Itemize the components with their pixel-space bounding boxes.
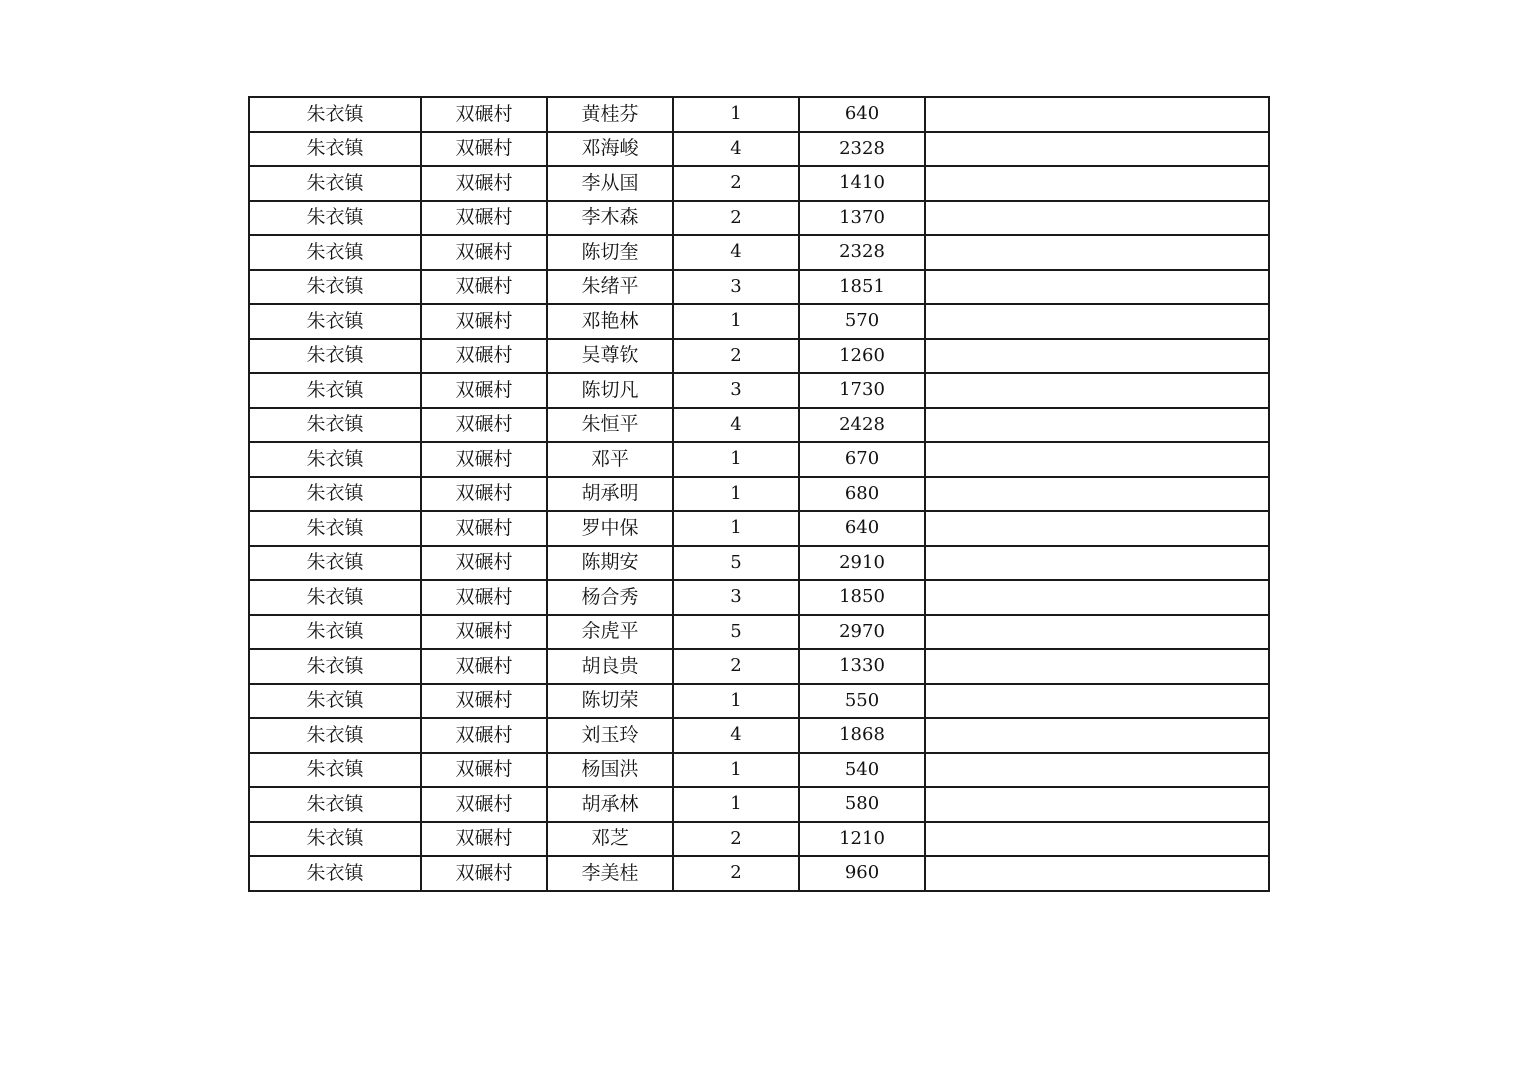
table-row xyxy=(249,718,1269,753)
note-cell xyxy=(925,615,1269,650)
name-cell: 陈切荣 xyxy=(547,684,673,719)
count-cell: 1 xyxy=(673,477,799,512)
count-cell: 2 xyxy=(673,201,799,236)
town-cell: 朱衣镇 xyxy=(249,132,421,167)
note-cell xyxy=(925,408,1269,443)
name-cell: 邓艳林 xyxy=(547,304,673,339)
amount-cell: 640 xyxy=(799,97,925,132)
count-cell: 1 xyxy=(673,753,799,788)
count-cell: 2 xyxy=(673,856,799,891)
village-cell: 双碾村 xyxy=(421,408,547,443)
town-cell: 朱衣镇 xyxy=(249,649,421,684)
name-cell: 陈期安 xyxy=(547,546,673,581)
count-cell: 2 xyxy=(673,339,799,374)
table-row xyxy=(249,649,1269,684)
note-cell xyxy=(925,511,1269,546)
town-cell: 朱衣镇 xyxy=(249,753,421,788)
table-row xyxy=(249,477,1269,512)
table-row xyxy=(249,339,1269,374)
table-row xyxy=(249,304,1269,339)
amount-cell: 1210 xyxy=(799,822,925,857)
table-row xyxy=(249,97,1269,132)
note-cell xyxy=(925,270,1269,305)
town-cell: 朱衣镇 xyxy=(249,787,421,822)
count-cell: 5 xyxy=(673,546,799,581)
count-cell: 4 xyxy=(673,132,799,167)
amount-cell: 570 xyxy=(799,304,925,339)
town-cell: 朱衣镇 xyxy=(249,235,421,270)
town-cell: 朱衣镇 xyxy=(249,339,421,374)
name-cell: 杨合秀 xyxy=(547,580,673,615)
village-cell: 双碾村 xyxy=(421,580,547,615)
note-cell xyxy=(925,97,1269,132)
count-cell: 1 xyxy=(673,304,799,339)
town-cell: 朱衣镇 xyxy=(249,511,421,546)
table-row xyxy=(249,373,1269,408)
amount-cell: 640 xyxy=(799,511,925,546)
note-cell xyxy=(925,718,1269,753)
village-cell: 双碾村 xyxy=(421,442,547,477)
amount-cell: 1260 xyxy=(799,339,925,374)
name-cell: 胡良贵 xyxy=(547,649,673,684)
note-cell xyxy=(925,787,1269,822)
amount-cell: 2910 xyxy=(799,546,925,581)
count-cell: 4 xyxy=(673,408,799,443)
amount-cell: 580 xyxy=(799,787,925,822)
name-cell: 李美桂 xyxy=(547,856,673,891)
document-page xyxy=(248,96,1270,892)
village-cell: 双碾村 xyxy=(421,235,547,270)
name-cell: 杨国洪 xyxy=(547,753,673,788)
village-cell: 双碾村 xyxy=(421,270,547,305)
amount-cell: 670 xyxy=(799,442,925,477)
note-cell xyxy=(925,753,1269,788)
count-cell: 4 xyxy=(673,718,799,753)
town-cell: 朱衣镇 xyxy=(249,477,421,512)
town-cell: 朱衣镇 xyxy=(249,580,421,615)
amount-cell: 540 xyxy=(799,753,925,788)
count-cell: 1 xyxy=(673,684,799,719)
table-row xyxy=(249,132,1269,167)
table-row xyxy=(249,615,1269,650)
count-cell: 1 xyxy=(673,442,799,477)
table-row xyxy=(249,822,1269,857)
village-cell: 双碾村 xyxy=(421,97,547,132)
town-cell: 朱衣镇 xyxy=(249,856,421,891)
name-cell: 李从国 xyxy=(547,166,673,201)
town-cell: 朱衣镇 xyxy=(249,684,421,719)
table-row xyxy=(249,856,1269,891)
town-cell: 朱衣镇 xyxy=(249,408,421,443)
amount-cell: 1370 xyxy=(799,201,925,236)
note-cell xyxy=(925,822,1269,857)
name-cell: 余虎平 xyxy=(547,615,673,650)
village-cell: 双碾村 xyxy=(421,373,547,408)
note-cell xyxy=(925,166,1269,201)
note-cell xyxy=(925,477,1269,512)
count-cell: 2 xyxy=(673,166,799,201)
count-cell: 3 xyxy=(673,580,799,615)
village-cell: 双碾村 xyxy=(421,546,547,581)
table-row xyxy=(249,580,1269,615)
note-cell xyxy=(925,580,1269,615)
count-cell: 1 xyxy=(673,97,799,132)
name-cell: 陈切奎 xyxy=(547,235,673,270)
town-cell: 朱衣镇 xyxy=(249,718,421,753)
town-cell: 朱衣镇 xyxy=(249,546,421,581)
note-cell xyxy=(925,373,1269,408)
data-table xyxy=(248,96,1270,892)
count-cell: 2 xyxy=(673,649,799,684)
name-cell: 黄桂芬 xyxy=(547,97,673,132)
table-row xyxy=(249,270,1269,305)
name-cell: 朱恒平 xyxy=(547,408,673,443)
amount-cell: 1868 xyxy=(799,718,925,753)
count-cell: 1 xyxy=(673,787,799,822)
name-cell: 刘玉玲 xyxy=(547,718,673,753)
village-cell: 双碾村 xyxy=(421,787,547,822)
note-cell xyxy=(925,684,1269,719)
count-cell: 3 xyxy=(673,373,799,408)
count-cell: 3 xyxy=(673,270,799,305)
name-cell: 吴尊钦 xyxy=(547,339,673,374)
amount-cell: 1851 xyxy=(799,270,925,305)
name-cell: 朱绪平 xyxy=(547,270,673,305)
village-cell: 双碾村 xyxy=(421,304,547,339)
village-cell: 双碾村 xyxy=(421,684,547,719)
village-cell: 双碾村 xyxy=(421,649,547,684)
name-cell: 胡承明 xyxy=(547,477,673,512)
amount-cell: 2428 xyxy=(799,408,925,443)
village-cell: 双碾村 xyxy=(421,201,547,236)
table-row xyxy=(249,546,1269,581)
amount-cell: 1730 xyxy=(799,373,925,408)
note-cell xyxy=(925,546,1269,581)
village-cell: 双碾村 xyxy=(421,339,547,374)
town-cell: 朱衣镇 xyxy=(249,304,421,339)
town-cell: 朱衣镇 xyxy=(249,442,421,477)
table-row xyxy=(249,201,1269,236)
amount-cell: 1330 xyxy=(799,649,925,684)
name-cell: 胡承林 xyxy=(547,787,673,822)
note-cell xyxy=(925,304,1269,339)
town-cell: 朱衣镇 xyxy=(249,822,421,857)
name-cell: 邓芝 xyxy=(547,822,673,857)
name-cell: 李木森 xyxy=(547,201,673,236)
count-cell: 5 xyxy=(673,615,799,650)
note-cell xyxy=(925,856,1269,891)
note-cell xyxy=(925,201,1269,236)
amount-cell: 2970 xyxy=(799,615,925,650)
table-body xyxy=(249,97,1269,891)
table-row xyxy=(249,511,1269,546)
town-cell: 朱衣镇 xyxy=(249,97,421,132)
note-cell xyxy=(925,132,1269,167)
name-cell: 邓平 xyxy=(547,442,673,477)
town-cell: 朱衣镇 xyxy=(249,615,421,650)
name-cell: 陈切凡 xyxy=(547,373,673,408)
table-row xyxy=(249,787,1269,822)
amount-cell: 960 xyxy=(799,856,925,891)
count-cell: 2 xyxy=(673,822,799,857)
table-row xyxy=(249,408,1269,443)
amount-cell: 680 xyxy=(799,477,925,512)
note-cell xyxy=(925,649,1269,684)
amount-cell: 1410 xyxy=(799,166,925,201)
note-cell xyxy=(925,339,1269,374)
town-cell: 朱衣镇 xyxy=(249,270,421,305)
note-cell xyxy=(925,442,1269,477)
village-cell: 双碾村 xyxy=(421,615,547,650)
note-cell xyxy=(925,235,1269,270)
name-cell: 罗中保 xyxy=(547,511,673,546)
village-cell: 双碾村 xyxy=(421,718,547,753)
table-row xyxy=(249,684,1269,719)
table-row xyxy=(249,442,1269,477)
amount-cell: 2328 xyxy=(799,235,925,270)
village-cell: 双碾村 xyxy=(421,477,547,512)
village-cell: 双碾村 xyxy=(421,753,547,788)
village-cell: 双碾村 xyxy=(421,166,547,201)
count-cell: 1 xyxy=(673,511,799,546)
amount-cell: 550 xyxy=(799,684,925,719)
amount-cell: 1850 xyxy=(799,580,925,615)
town-cell: 朱衣镇 xyxy=(249,201,421,236)
village-cell: 双碾村 xyxy=(421,856,547,891)
count-cell: 4 xyxy=(673,235,799,270)
village-cell: 双碾村 xyxy=(421,511,547,546)
town-cell: 朱衣镇 xyxy=(249,166,421,201)
table-row xyxy=(249,235,1269,270)
table-row xyxy=(249,753,1269,788)
town-cell: 朱衣镇 xyxy=(249,373,421,408)
amount-cell: 2328 xyxy=(799,132,925,167)
table-row xyxy=(249,166,1269,201)
village-cell: 双碾村 xyxy=(421,822,547,857)
village-cell: 双碾村 xyxy=(421,132,547,167)
name-cell: 邓海峻 xyxy=(547,132,673,167)
